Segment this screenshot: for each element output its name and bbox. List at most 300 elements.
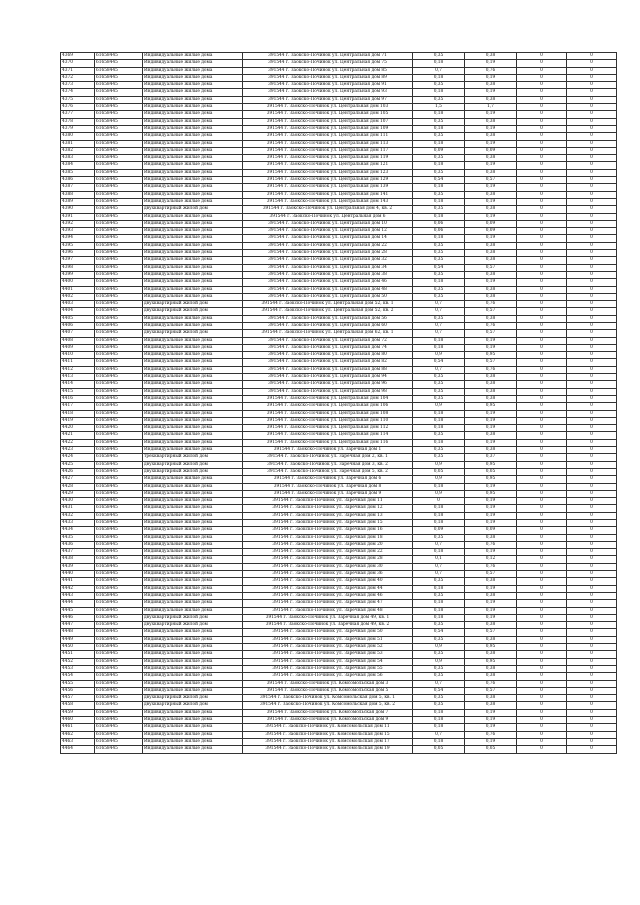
row-number-cell: 4425 bbox=[61, 461, 95, 468]
value-1-cell: 0,05 bbox=[413, 746, 465, 753]
oktmo-code-cell: 61658445 bbox=[95, 359, 143, 366]
value-3-cell: 0 bbox=[517, 235, 567, 242]
table-row bbox=[61, 432, 617, 439]
address-cell: 391544 г. Заокско-Починок ул. Заречная дом 40 bbox=[243, 578, 413, 585]
value-4-cell: 0 bbox=[567, 695, 617, 702]
address-cell: 391544 г. Заокско-Починок ул. Центральная дом 28 bbox=[243, 250, 413, 257]
value-2-cell: 0,38 bbox=[465, 665, 517, 672]
address-cell: 391544 г. Заокско-Починок ул. Центральная дом 106 bbox=[243, 403, 413, 410]
value-4-cell: 0 bbox=[567, 374, 617, 381]
row-number-cell: 4428 bbox=[61, 483, 95, 490]
oktmo-code-cell: 61658445 bbox=[95, 724, 143, 731]
address-cell: 391544 г. Заокско-Починок ул. Центральная дом 6 bbox=[243, 213, 413, 220]
value-2-cell: 0,76 bbox=[465, 366, 517, 373]
table-row bbox=[61, 228, 617, 235]
oktmo-code-cell: 61658445 bbox=[95, 82, 143, 89]
oktmo-code-cell: 61658445 bbox=[95, 512, 143, 519]
value-1-cell: 0,35 bbox=[413, 169, 465, 176]
building-type-cell: Индивидуальные жилые дома bbox=[143, 213, 243, 220]
building-type-cell: Индивидуальные жилые дома bbox=[143, 191, 243, 198]
row-number-cell: 4445 bbox=[61, 607, 95, 614]
building-type-cell: Индивидуальные жилые дома bbox=[143, 89, 243, 96]
value-2-cell: 0,76 bbox=[465, 680, 517, 687]
value-4-cell: 0 bbox=[567, 125, 617, 132]
value-4-cell: 0 bbox=[567, 629, 617, 636]
value-4-cell: 0 bbox=[567, 527, 617, 534]
value-2-cell: 0,38 bbox=[465, 534, 517, 541]
value-4-cell: 0 bbox=[567, 381, 617, 388]
value-1-cell: 0,9 bbox=[413, 461, 465, 468]
value-3-cell: 0 bbox=[517, 133, 567, 140]
building-type-cell: Индивидуальные жилые дома bbox=[143, 279, 243, 286]
value-3-cell: 0 bbox=[517, 665, 567, 672]
address-cell: 391544 г. Заокско-Починок ул. Заречная дом 18 bbox=[243, 534, 413, 541]
value-2-cell: 0,38 bbox=[465, 651, 517, 658]
oktmo-code-cell: 61658445 bbox=[95, 111, 143, 118]
table-row bbox=[61, 563, 617, 570]
value-2-cell: 0,38 bbox=[465, 636, 517, 643]
building-type-cell: Индивидуальные жилые дома bbox=[143, 242, 243, 249]
address-cell: 391544 г. Заокско-Починок ул. Заречная дом 44 bbox=[243, 585, 413, 592]
value-4-cell: 0 bbox=[567, 140, 617, 147]
value-2-cell: 0,38 bbox=[465, 53, 517, 60]
row-number-cell: 4458 bbox=[61, 702, 95, 709]
address-cell: 391544 г. Заокско-Починок ул. Комсомольская дом 5, кв. 2 bbox=[243, 702, 413, 709]
building-type-cell: Индивидуальные жилые дома bbox=[143, 556, 243, 563]
oktmo-code-cell: 61658445 bbox=[95, 220, 143, 227]
value-4-cell: 0 bbox=[567, 571, 617, 578]
building-type-cell: Индивидуальные жилые дома bbox=[143, 520, 243, 527]
building-type-cell: двухквартирный жилой дом bbox=[143, 301, 243, 308]
oktmo-code-cell: 61658445 bbox=[95, 322, 143, 329]
building-type-cell: Индивидуальные жилые дома bbox=[143, 527, 243, 534]
address-cell: 391544 г. Заокско-Починок ул. Центральная дом 114 bbox=[243, 432, 413, 439]
value-1-cell: 0,35 bbox=[413, 191, 465, 198]
oktmo-code-cell: 61658445 bbox=[95, 257, 143, 264]
value-3-cell: 0 bbox=[517, 198, 567, 205]
row-number-cell: 4454 bbox=[61, 673, 95, 680]
value-4-cell: 0 bbox=[567, 60, 617, 67]
value-2-cell: 0,19 bbox=[465, 600, 517, 607]
row-number-cell: 4420 bbox=[61, 425, 95, 432]
oktmo-code-cell: 61658445 bbox=[95, 585, 143, 592]
row-number-cell: 4377 bbox=[61, 111, 95, 118]
value-2-cell: 0,57 bbox=[465, 571, 517, 578]
building-type-cell: Индивидуальные жилые дома bbox=[143, 439, 243, 446]
value-2-cell: 0,38 bbox=[465, 592, 517, 599]
address-cell: 391544 г. Заокско-Починок ул. Центральная дом 82 bbox=[243, 359, 413, 366]
address-cell: 391544 г. Заокско-Починок ул. Центральная дом 75 bbox=[243, 60, 413, 67]
value-3-cell: 0 bbox=[517, 140, 567, 147]
table-row bbox=[61, 250, 617, 257]
oktmo-code-cell: 61658445 bbox=[95, 271, 143, 278]
oktmo-code-cell: 61658445 bbox=[95, 279, 143, 286]
row-number-cell: 4399 bbox=[61, 271, 95, 278]
table-row bbox=[61, 89, 617, 96]
table-row bbox=[61, 213, 617, 220]
oktmo-code-cell: 61658445 bbox=[95, 578, 143, 585]
address-cell: 391544 г. Заокско-Починок ул. Заречная дом 47 bbox=[243, 600, 413, 607]
address-cell: 391544 г. Заокско-Починок ул. Центральная дом 139 bbox=[243, 184, 413, 191]
value-1-cell: 0,18 bbox=[413, 198, 465, 205]
value-2-cell: 0,19 bbox=[465, 614, 517, 621]
table-row bbox=[61, 644, 617, 651]
row-number-cell: 4455 bbox=[61, 680, 95, 687]
value-1-cell: 0,18 bbox=[413, 439, 465, 446]
value-2-cell: 0,19 bbox=[465, 607, 517, 614]
value-1-cell: 0,18 bbox=[413, 89, 465, 96]
value-3-cell: 0 bbox=[517, 644, 567, 651]
oktmo-code-cell: 61658445 bbox=[95, 381, 143, 388]
building-type-cell: Индивидуальные жилые дома bbox=[143, 125, 243, 132]
row-number-cell: 4462 bbox=[61, 731, 95, 738]
value-2-cell: 0,38 bbox=[465, 315, 517, 322]
table-row bbox=[61, 191, 617, 198]
value-4-cell: 0 bbox=[567, 468, 617, 475]
value-4-cell: 0 bbox=[567, 549, 617, 556]
address-cell: 391544 г. Заокско-Починок ул. Заречная дом 12 bbox=[243, 505, 413, 512]
building-type-cell: Индивидуальные жилые дома bbox=[143, 366, 243, 373]
building-type-cell: трехквартирный жилой дом bbox=[143, 454, 243, 461]
oktmo-code-cell: 61658445 bbox=[95, 118, 143, 125]
value-3-cell: 0 bbox=[517, 520, 567, 527]
table-row bbox=[61, 140, 617, 147]
row-number-cell: 4453 bbox=[61, 665, 95, 672]
address-cell: 391544 г. Заокско-Починок ул. Центральная дом 85 bbox=[243, 67, 413, 74]
value-4-cell: 0 bbox=[567, 395, 617, 402]
address-cell: 391544 г. Заокско-Починок ул. Центральная дом 46 bbox=[243, 279, 413, 286]
value-2-cell: 0,38 bbox=[465, 169, 517, 176]
table-row bbox=[61, 709, 617, 716]
value-1-cell: 0,18 bbox=[413, 724, 465, 731]
row-number-cell: 4388 bbox=[61, 191, 95, 198]
building-type-cell: Индивидуальные жилые дома bbox=[143, 140, 243, 147]
building-type-cell: Индивидуальные жилые дома bbox=[143, 636, 243, 643]
row-number-cell: 4460 bbox=[61, 717, 95, 724]
building-type-cell: Индивидуальные жилые дома bbox=[143, 60, 243, 67]
table-row bbox=[61, 133, 617, 140]
address-cell: 391544 г. Заокско-Починок ул. Центральная дом 80 bbox=[243, 352, 413, 359]
table-row bbox=[61, 381, 617, 388]
value-2-cell: 0,05 bbox=[465, 746, 517, 753]
building-type-cell: двухквартирный жилой дом bbox=[143, 308, 243, 315]
address-cell: 391544 г. Заокско-Починок ул. Центральная дом 74 bbox=[243, 344, 413, 351]
row-number-cell: 4439 bbox=[61, 563, 95, 570]
value-3-cell: 0 bbox=[517, 293, 567, 300]
oktmo-code-cell: 61658445 bbox=[95, 264, 143, 271]
address-cell: 391544 г. Заокско-Починок ул. Центральная дом 123 bbox=[243, 169, 413, 176]
value-4-cell: 0 bbox=[567, 417, 617, 424]
value-1-cell: 0,18 bbox=[413, 717, 465, 724]
value-1-cell: 0,18 bbox=[413, 505, 465, 512]
building-type-cell: Индивидуальные жилые дома bbox=[143, 592, 243, 599]
value-3-cell: 0 bbox=[517, 746, 567, 753]
value-1-cell: 0,7 bbox=[413, 680, 465, 687]
value-2-cell: 0,95 bbox=[465, 658, 517, 665]
value-3-cell: 0 bbox=[517, 680, 567, 687]
value-1-cell: 0,35 bbox=[413, 454, 465, 461]
table-row bbox=[61, 498, 617, 505]
table-row bbox=[61, 717, 617, 724]
oktmo-code-cell: 61658445 bbox=[95, 374, 143, 381]
value-4-cell: 0 bbox=[567, 184, 617, 191]
oktmo-code-cell: 61658445 bbox=[95, 133, 143, 140]
table-row bbox=[61, 490, 617, 497]
address-cell: 391544 г. Заокско-Починок ул. Заречная дом 51 bbox=[243, 636, 413, 643]
value-3-cell: 0 bbox=[517, 155, 567, 162]
address-cell: 391544 г. Заокско-Починок ул. Центральная дом 111 bbox=[243, 133, 413, 140]
value-1-cell: 0,35 bbox=[413, 432, 465, 439]
address-cell: 391544 г. Заокско-Починок ул. Центральная дом 60 bbox=[243, 322, 413, 329]
table-row bbox=[61, 658, 617, 665]
value-3-cell: 0 bbox=[517, 483, 567, 490]
value-3-cell: 0 bbox=[517, 592, 567, 599]
row-number-cell: 4432 bbox=[61, 512, 95, 519]
row-number-cell: 4374 bbox=[61, 89, 95, 96]
address-cell: 391544 г. Заокско-Починок ул. Заречная дом 55 bbox=[243, 665, 413, 672]
value-3-cell: 0 bbox=[517, 578, 567, 585]
value-3-cell: 0 bbox=[517, 622, 567, 629]
value-1-cell: 0,18 bbox=[413, 235, 465, 242]
row-number-cell: 4447 bbox=[61, 622, 95, 629]
oktmo-code-cell: 61658445 bbox=[95, 213, 143, 220]
building-type-cell: Индивидуальные жилые дома bbox=[143, 549, 243, 556]
value-2-cell: 0,38 bbox=[465, 432, 517, 439]
row-number-cell: 4393 bbox=[61, 228, 95, 235]
value-4-cell: 0 bbox=[567, 82, 617, 89]
value-2-cell: 0,19 bbox=[465, 74, 517, 81]
table-row bbox=[61, 322, 617, 329]
value-1-cell: 0,18 bbox=[413, 709, 465, 716]
value-1-cell: 0,35 bbox=[413, 702, 465, 709]
value-2-cell: 0,19 bbox=[465, 337, 517, 344]
oktmo-code-cell: 61658445 bbox=[95, 337, 143, 344]
table-row bbox=[61, 512, 617, 519]
row-number-cell: 4397 bbox=[61, 257, 95, 264]
value-4-cell: 0 bbox=[567, 155, 617, 162]
value-1-cell: 0,18 bbox=[413, 607, 465, 614]
building-type-cell: Индивидуальные жилые дома bbox=[143, 724, 243, 731]
value-4-cell: 0 bbox=[567, 541, 617, 548]
value-1-cell: 0,35 bbox=[413, 250, 465, 257]
value-4-cell: 0 bbox=[567, 717, 617, 724]
building-type-cell: Индивидуальные жилые дома bbox=[143, 315, 243, 322]
value-2-cell: 0,38 bbox=[465, 257, 517, 264]
building-type-cell: Индивидуальные жилые дома bbox=[143, 74, 243, 81]
value-3-cell: 0 bbox=[517, 571, 567, 578]
row-number-cell: 4451 bbox=[61, 651, 95, 658]
table-row bbox=[61, 578, 617, 585]
row-number-cell: 4414 bbox=[61, 381, 95, 388]
value-3-cell: 0 bbox=[517, 206, 567, 213]
value-1-cell: 0,54 bbox=[413, 359, 465, 366]
value-4-cell: 0 bbox=[567, 308, 617, 315]
row-number-cell: 4440 bbox=[61, 571, 95, 578]
table-row bbox=[61, 731, 617, 738]
value-4-cell: 0 bbox=[567, 592, 617, 599]
table-row bbox=[61, 534, 617, 541]
value-3-cell: 0 bbox=[517, 695, 567, 702]
value-4-cell: 0 bbox=[567, 133, 617, 140]
value-2-cell: 0,38 bbox=[465, 82, 517, 89]
value-3-cell: 0 bbox=[517, 388, 567, 395]
table-row bbox=[61, 74, 617, 81]
address-cell: 391544 г. Заокско-Починок ул. Заречная дом 11 bbox=[243, 498, 413, 505]
address-cell: 391544 г. Заокско-Починок ул. Заречная дом 46 bbox=[243, 592, 413, 599]
value-3-cell: 0 bbox=[517, 53, 567, 60]
building-type-cell: Индивидуальные жилые дома bbox=[143, 447, 243, 454]
row-number-cell: 4382 bbox=[61, 147, 95, 154]
value-1-cell: 0,35 bbox=[413, 242, 465, 249]
value-2-cell: 0,38 bbox=[465, 578, 517, 585]
value-3-cell: 0 bbox=[517, 702, 567, 709]
value-3-cell: 0 bbox=[517, 213, 567, 220]
table-row bbox=[61, 556, 617, 563]
address-cell: 391544 г. Заокско-Починок ул. Заречная дом 22 bbox=[243, 549, 413, 556]
value-3-cell: 0 bbox=[517, 738, 567, 745]
oktmo-code-cell: 61658445 bbox=[95, 534, 143, 541]
building-type-cell: Индивидуальные жилые дома bbox=[143, 388, 243, 395]
value-2-cell: 0,19 bbox=[465, 213, 517, 220]
address-cell: 391544 г. Заокско-Починок ул. Центральная дом 143 bbox=[243, 198, 413, 205]
value-1-cell: 0,18 bbox=[413, 549, 465, 556]
table-row bbox=[61, 425, 617, 432]
row-number-cell: 4463 bbox=[61, 738, 95, 745]
value-1-cell: 0,18 bbox=[413, 410, 465, 417]
address-cell: 391544 г. Заокско-Починок ул. Заречная дом 52 bbox=[243, 644, 413, 651]
building-type-cell: Индивидуальные жилые дома bbox=[143, 563, 243, 570]
value-2-cell: 0,38 bbox=[465, 286, 517, 293]
value-2-cell: 0,19 bbox=[465, 709, 517, 716]
value-1-cell: 0,7 bbox=[413, 571, 465, 578]
value-4-cell: 0 bbox=[567, 425, 617, 432]
address-cell: 391544 г. Заокско-Починок ул. Центральная дом 22 bbox=[243, 242, 413, 249]
value-2-cell: 0,76 bbox=[465, 301, 517, 308]
value-1-cell: 0,18 bbox=[413, 111, 465, 118]
address-cell: 391544 г. Заокско-Починок ул. Комсомольская дом 11 bbox=[243, 724, 413, 731]
address-cell: 391544 г. Заокско-Починок ул. Заречная дом 49, кв. 2 bbox=[243, 622, 413, 629]
address-cell: 391544 г. Заокско-Починок ул. Центральная дом 98 bbox=[243, 388, 413, 395]
building-type-cell: Индивидуальные жилые дома bbox=[143, 257, 243, 264]
building-type-cell: Индивидуальные жилые дома bbox=[143, 425, 243, 432]
value-4-cell: 0 bbox=[567, 709, 617, 716]
building-type-cell: Индивидуальные жилые дома bbox=[143, 177, 243, 184]
value-3-cell: 0 bbox=[517, 177, 567, 184]
value-2-cell: 0,95 bbox=[465, 644, 517, 651]
value-3-cell: 0 bbox=[517, 89, 567, 96]
value-2-cell: 0,38 bbox=[465, 271, 517, 278]
table-row bbox=[61, 337, 617, 344]
value-3-cell: 0 bbox=[517, 220, 567, 227]
value-1-cell: 0,54 bbox=[413, 177, 465, 184]
address-cell: 391544 г. Заокско-Починок ул. Заречная дом 2, кв. 1 bbox=[243, 454, 413, 461]
building-type-cell: Индивидуальные жилые дома bbox=[143, 104, 243, 111]
value-3-cell: 0 bbox=[517, 549, 567, 556]
row-number-cell: 4452 bbox=[61, 658, 95, 665]
address-cell: 391544 г. Заокско-Починок ул. Центральная дом 109 bbox=[243, 125, 413, 132]
table-row bbox=[61, 614, 617, 621]
oktmo-code-cell: 61658445 bbox=[95, 629, 143, 636]
value-3-cell: 0 bbox=[517, 658, 567, 665]
table-row bbox=[61, 60, 617, 67]
address-cell: 391544 г. Заокско-Починок ул. Центральная дом 116 bbox=[243, 439, 413, 446]
value-1-cell: 0,7 bbox=[413, 563, 465, 570]
value-3-cell: 0 bbox=[517, 67, 567, 74]
value-1-cell: 0,35 bbox=[413, 395, 465, 402]
table-row bbox=[61, 308, 617, 315]
value-2-cell: 0,38 bbox=[465, 673, 517, 680]
value-4-cell: 0 bbox=[567, 286, 617, 293]
building-type-cell: Индивидуальные жилые дома bbox=[143, 169, 243, 176]
value-1-cell: 0 bbox=[413, 498, 465, 505]
value-1-cell: 0,06 bbox=[413, 228, 465, 235]
table-row bbox=[61, 125, 617, 132]
value-1-cell: 0,18 bbox=[413, 140, 465, 147]
value-3-cell: 0 bbox=[517, 374, 567, 381]
row-number-cell: 4405 bbox=[61, 315, 95, 322]
oktmo-code-cell: 61658445 bbox=[95, 184, 143, 191]
value-3-cell: 0 bbox=[517, 724, 567, 731]
table-row bbox=[61, 257, 617, 264]
value-3-cell: 0 bbox=[517, 534, 567, 541]
value-4-cell: 0 bbox=[567, 512, 617, 519]
oktmo-code-cell: 61658445 bbox=[95, 454, 143, 461]
value-3-cell: 0 bbox=[517, 527, 567, 534]
table-row bbox=[61, 505, 617, 512]
value-2-cell: 0,57 bbox=[465, 264, 517, 271]
building-type-cell: Индивидуальные жилые дома bbox=[143, 607, 243, 614]
row-number-cell: 4427 bbox=[61, 476, 95, 483]
value-3-cell: 0 bbox=[517, 330, 567, 337]
oktmo-code-cell: 61658445 bbox=[95, 155, 143, 162]
building-type-cell: Индивидуальные жилые дома bbox=[143, 665, 243, 672]
oktmo-code-cell: 61658445 bbox=[95, 308, 143, 315]
oktmo-code-cell: 61658445 bbox=[95, 74, 143, 81]
value-3-cell: 0 bbox=[517, 541, 567, 548]
building-type-cell: Индивидуальные жилые дома bbox=[143, 512, 243, 519]
address-cell: 391544 г. Заокско-Починок ул. Центральная дом 104 bbox=[243, 395, 413, 402]
address-cell: 391544 г. Заокско-Починок ул. Центральная дом 71 bbox=[243, 53, 413, 60]
value-4-cell: 0 bbox=[567, 330, 617, 337]
address-cell: 391544 г. Заокско-Починок ул. Заречная дом 54 bbox=[243, 658, 413, 665]
table-row bbox=[61, 53, 617, 60]
building-type-cell: Индивидуальные жилые дома bbox=[143, 717, 243, 724]
value-4-cell: 0 bbox=[567, 636, 617, 643]
row-number-cell: 4402 bbox=[61, 293, 95, 300]
oktmo-code-cell: 61658445 bbox=[95, 315, 143, 322]
value-3-cell: 0 bbox=[517, 403, 567, 410]
value-1-cell: 0,35 bbox=[413, 293, 465, 300]
value-3-cell: 0 bbox=[517, 709, 567, 716]
building-type-cell: Индивидуальные жилые дома bbox=[143, 600, 243, 607]
value-4-cell: 0 bbox=[567, 702, 617, 709]
table-row bbox=[61, 235, 617, 242]
value-1-cell: 0,18 bbox=[413, 279, 465, 286]
value-4-cell: 0 bbox=[567, 673, 617, 680]
value-1-cell: 0,9 bbox=[413, 658, 465, 665]
value-3-cell: 0 bbox=[517, 96, 567, 103]
value-4-cell: 0 bbox=[567, 476, 617, 483]
value-4-cell: 0 bbox=[567, 447, 617, 454]
row-number-cell: 4409 bbox=[61, 344, 95, 351]
value-1-cell: 0,7 bbox=[413, 366, 465, 373]
table-row bbox=[61, 476, 617, 483]
building-type-cell: Индивидуальные жилые дома bbox=[143, 483, 243, 490]
building-type-cell: двухквартирный жилой дом bbox=[143, 695, 243, 702]
table-row bbox=[61, 220, 617, 227]
value-3-cell: 0 bbox=[517, 476, 567, 483]
building-type-cell: Индивидуальные жилые дома bbox=[143, 118, 243, 125]
